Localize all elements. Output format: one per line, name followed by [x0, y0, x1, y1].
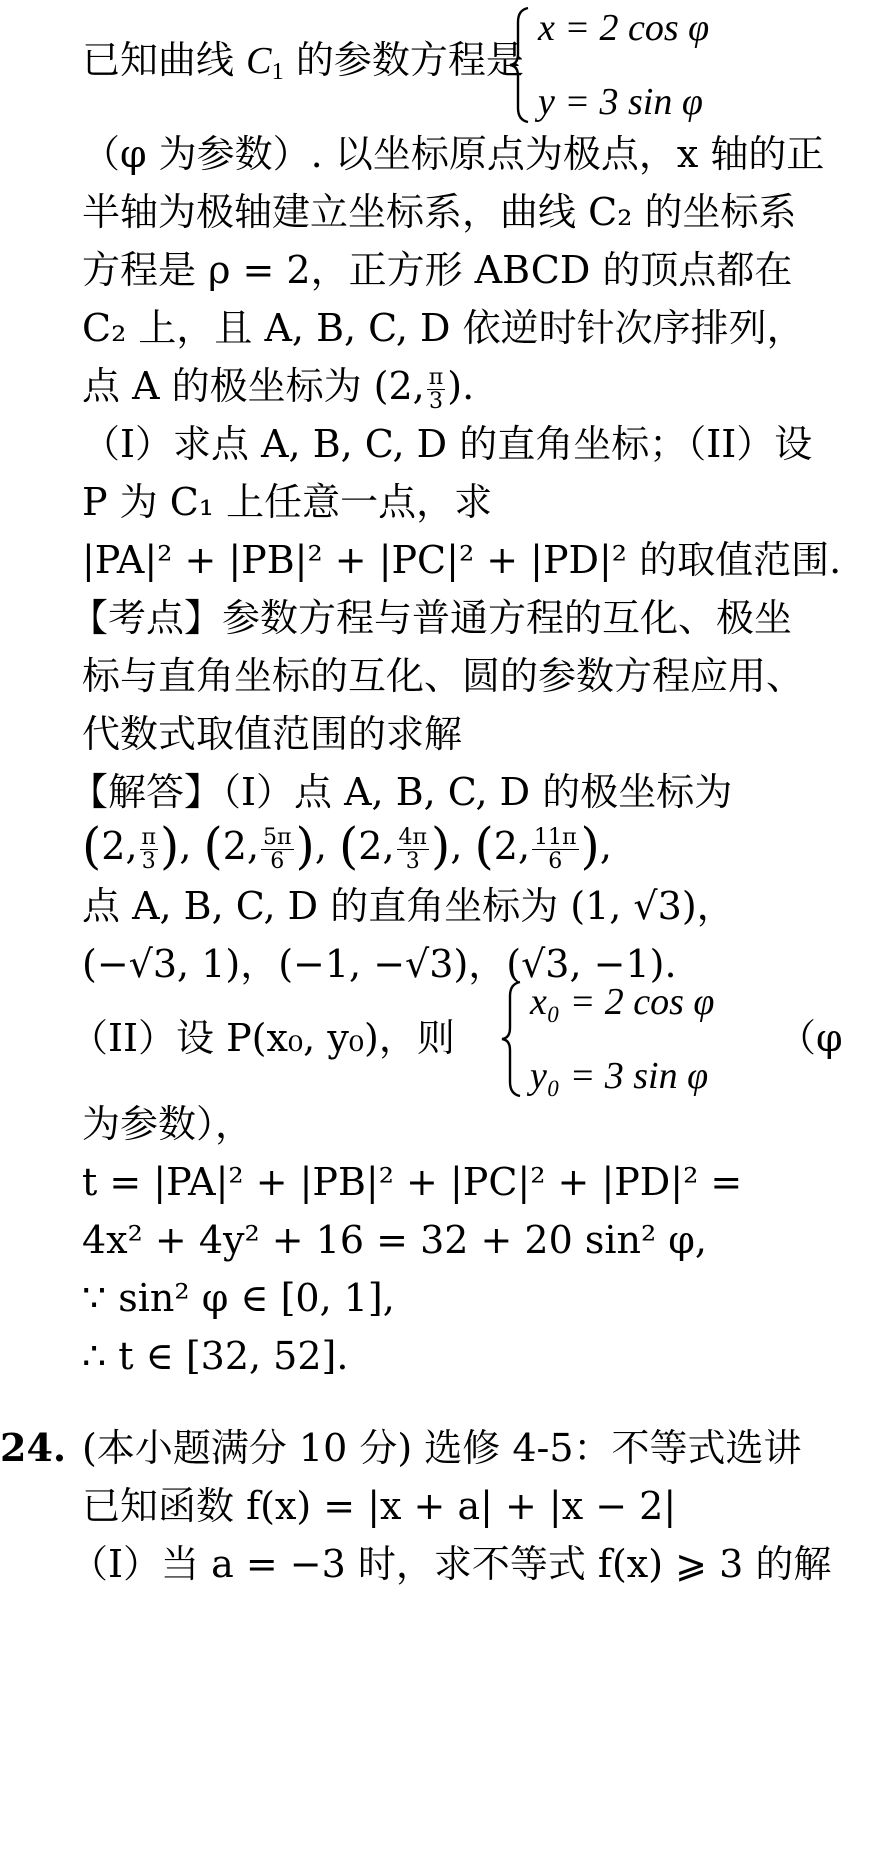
curve-letter: C [246, 40, 272, 82]
solution-line-7: t = |PA|² + |PB|² + |PC|² + |PD|² = [82, 1160, 743, 1204]
problem-line-9: |PA|² + |PB|² + |PC|² + |PD|² 的取值范围. [82, 538, 842, 582]
fraction [261, 826, 294, 873]
text-fragment: 点 A 的极坐标为 (2, [82, 364, 425, 408]
equation-x: x = 2 cos φ [538, 7, 710, 49]
equation-y0: y₀ = 3 sin φ [530, 1055, 709, 1097]
question-24-line-1: (本小题满分 10 分) 选修 4-5：不等式选讲 [82, 1426, 802, 1470]
paren-close: ) [580, 817, 600, 875]
curve-label [246, 40, 284, 86]
fraction [427, 366, 445, 413]
left-brace-icon [508, 6, 532, 124]
text-fragment: 已知曲线 [82, 38, 235, 82]
fraction-denominator: 3 [428, 389, 444, 414]
solution-polar-coords: (2, $\frac{\pi}{3}$ ), (2, $\frac{5\pi}{6}$ ), (2, $\frac{4\pi}{3}$ ), (2, $\frac{11\pi}{6}$ ), [82, 817, 612, 875]
kaodian-line-3: 代数式取值范围的求解 [82, 712, 463, 756]
fraction-numerator: 5π [263, 824, 292, 850]
problem-line-5: C₂ 上，且 A, B, C, D 依逆时针次序排列， [82, 306, 805, 350]
fraction [140, 826, 158, 873]
problem-line-1 [82, 36, 524, 96]
problem-line-3: 半轴为极轴建立坐标系，曲线 C₂ 的坐标系 [82, 190, 797, 234]
solution-line-6: 为参数）， [82, 1102, 254, 1146]
kaodian-line-2: 标与直角坐标的互化、圆的参数方程应用、 [82, 654, 805, 698]
question-24-line-2: 已知函数 f(x) = |x + a| + |x − 2| [82, 1484, 677, 1528]
paren-close: ) [160, 817, 180, 875]
problem-line-4: 方程是 ρ = 2，正方形 ABCD 的顶点都在 [82, 248, 793, 292]
text-fragment: 的参数方程是 [295, 38, 524, 82]
fraction-denominator: 3 [141, 849, 156, 875]
fraction [532, 826, 579, 873]
solution-line-5: （II）设 P(x₀, y₀)，则 [70, 1016, 455, 1060]
paren-open: ( [203, 817, 223, 875]
problem-line-6 [82, 362, 474, 413]
solution-line-3: 点 A, B, C, D 的直角坐标为 (1, √3)， [82, 884, 735, 928]
curve-subscript: 1 [271, 58, 284, 86]
fraction-numerator: 4π [398, 824, 428, 850]
fraction-numerator: π [428, 364, 444, 390]
fraction-denominator: 3 [405, 849, 420, 875]
fraction-denominator: 6 [548, 849, 563, 875]
question-number: 24. [0, 1425, 67, 1470]
fraction-denominator: 6 [270, 849, 285, 875]
solution-line-1: 【解答】（I）点 A, B, C, D 的极坐标为 [70, 770, 733, 814]
text-fragment: ). [447, 364, 475, 408]
problem-line-2: （φ 为参数）. 以坐标原点为极点，x 轴的正 [82, 132, 825, 176]
solution-line-5-tail: （φ [778, 1016, 843, 1060]
paren-open: ( [338, 817, 359, 875]
solution-line-10: ∴ t ∈ [32, 52]. [82, 1334, 349, 1378]
solution-line-4: (−√3, 1)，(−1, −√3)，(√3, −1). [82, 942, 677, 986]
solution-line-8: 4x² + 4y² + 16 = 32 + 20 sin² φ, [82, 1218, 707, 1262]
equation-x0: x₀ = 2 cos φ [530, 981, 715, 1023]
fraction [397, 826, 430, 873]
fraction-numerator: π [141, 824, 157, 850]
paren-open: ( [82, 817, 102, 875]
parametric-system-2 [500, 980, 714, 1098]
question-24-line-3: （I）当 a = −3 时，求不等式 f(x) ⩾ 3 的解 [70, 1542, 832, 1586]
paren-close: ) [295, 817, 315, 875]
kaodian-line-1: 【考点】参数方程与普通方程的互化、极坐 [70, 596, 793, 640]
problem-line-8: P 为 C₁ 上任意一点，求 [82, 480, 493, 524]
solution-line-9: ∵ sin² φ ∈ [0, 1], [82, 1276, 395, 1320]
paren-open: ( [474, 817, 494, 875]
parametric-system-1 [508, 6, 709, 124]
fraction-numerator: 11π [534, 824, 577, 850]
equation-y: y = 3 sin φ [538, 81, 703, 123]
paren-close: ) [431, 817, 451, 875]
left-brace-icon [500, 980, 524, 1098]
problem-line-7: （I）求点 A, B, C, D 的直角坐标；（II）设 [82, 422, 813, 466]
